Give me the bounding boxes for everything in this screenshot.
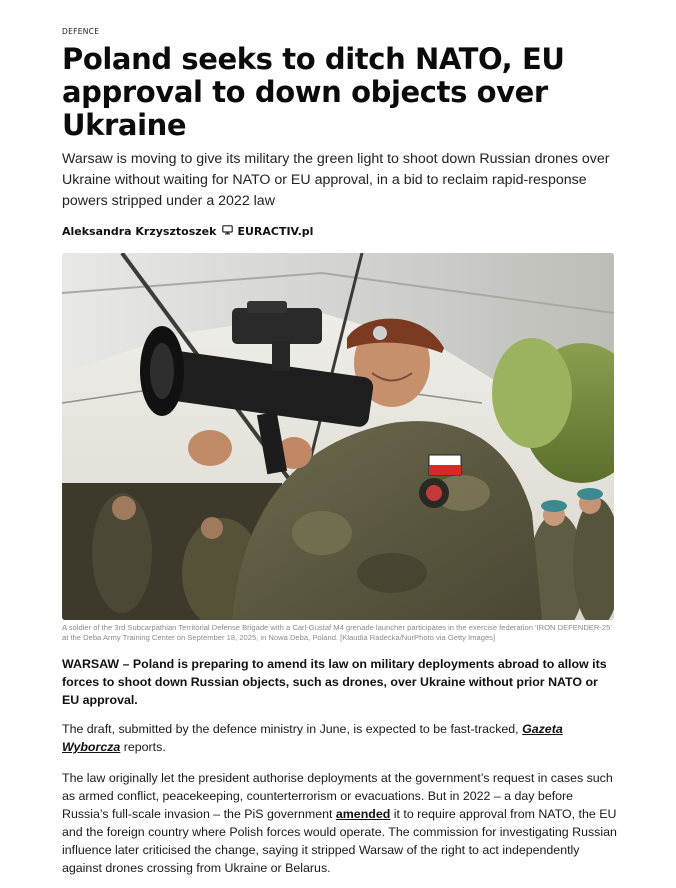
paragraph-2-text: The draft, submitted by the defence ministry in June, is expected to be fast-tracked, [62, 722, 523, 736]
byline [62, 225, 313, 238]
article-title: Poland seeks to ditch NATO, EU approval to down objects over Ukraine [62, 42, 565, 142]
lead-paragraph: WARSAW – Poland is preparing to amend its law on military deployments abroad to allow its forces to shoot down Russian objects, such as drones, over Ukraine without prior NATO or EU approval. [62, 657, 607, 707]
image-caption: A soldier of the 3rd Subcarpathian Territorial Defense Brigade with a Carl-Gustaf M4 grenade launcher participates in the exercise federation 'IRON DEFENDER-25' at the Deba Army Training Center on September 18, 2025, in Nowa Deba, Poland. [Klaudia Radecka/NurPhoto via Getty Images] [62, 623, 612, 642]
category-label[interactable]: DEFENCE [62, 27, 100, 36]
article-photo [62, 253, 614, 620]
paragraph-3-text: The law originally let the president authorise deployments at the government’s request in cases such as armed conflict, peacekeeping, counterterrorism or evacuations. But in 2022 – a day before Russia’s full-scale invasion – the PiS government [62, 771, 613, 821]
paragraph-2 [62, 720, 618, 756]
amended-link[interactable]: amended [335, 807, 391, 821]
source-link[interactable]: EURACTIV.pl [237, 225, 314, 238]
monitor-icon [222, 225, 233, 238]
paragraph-3-end: it to require approval from NATO, the EU and the foreign country where Polish forces would operate. The commission for investigating Russian influence later criticised the change, saying it stripped Warsaw of the right to act independently against drones crossing from Ukraine or Belarus. [62, 807, 617, 875]
author-link[interactable]: Aleksandra Krzysztoszek [62, 225, 217, 238]
gazeta-wyborcza-link[interactable]: Gazeta Wyborcza [62, 722, 563, 754]
article-subtitle: Warsaw is moving to give its military the green light to shoot down Russian drones over Ukraine without waiting for NATO or EU approval, in a bid to reclaim rapid-response powers stripped under a 2022 law [62, 151, 610, 209]
paragraph-3 [62, 769, 618, 877]
paragraph-2-end: reports. [120, 740, 166, 754]
